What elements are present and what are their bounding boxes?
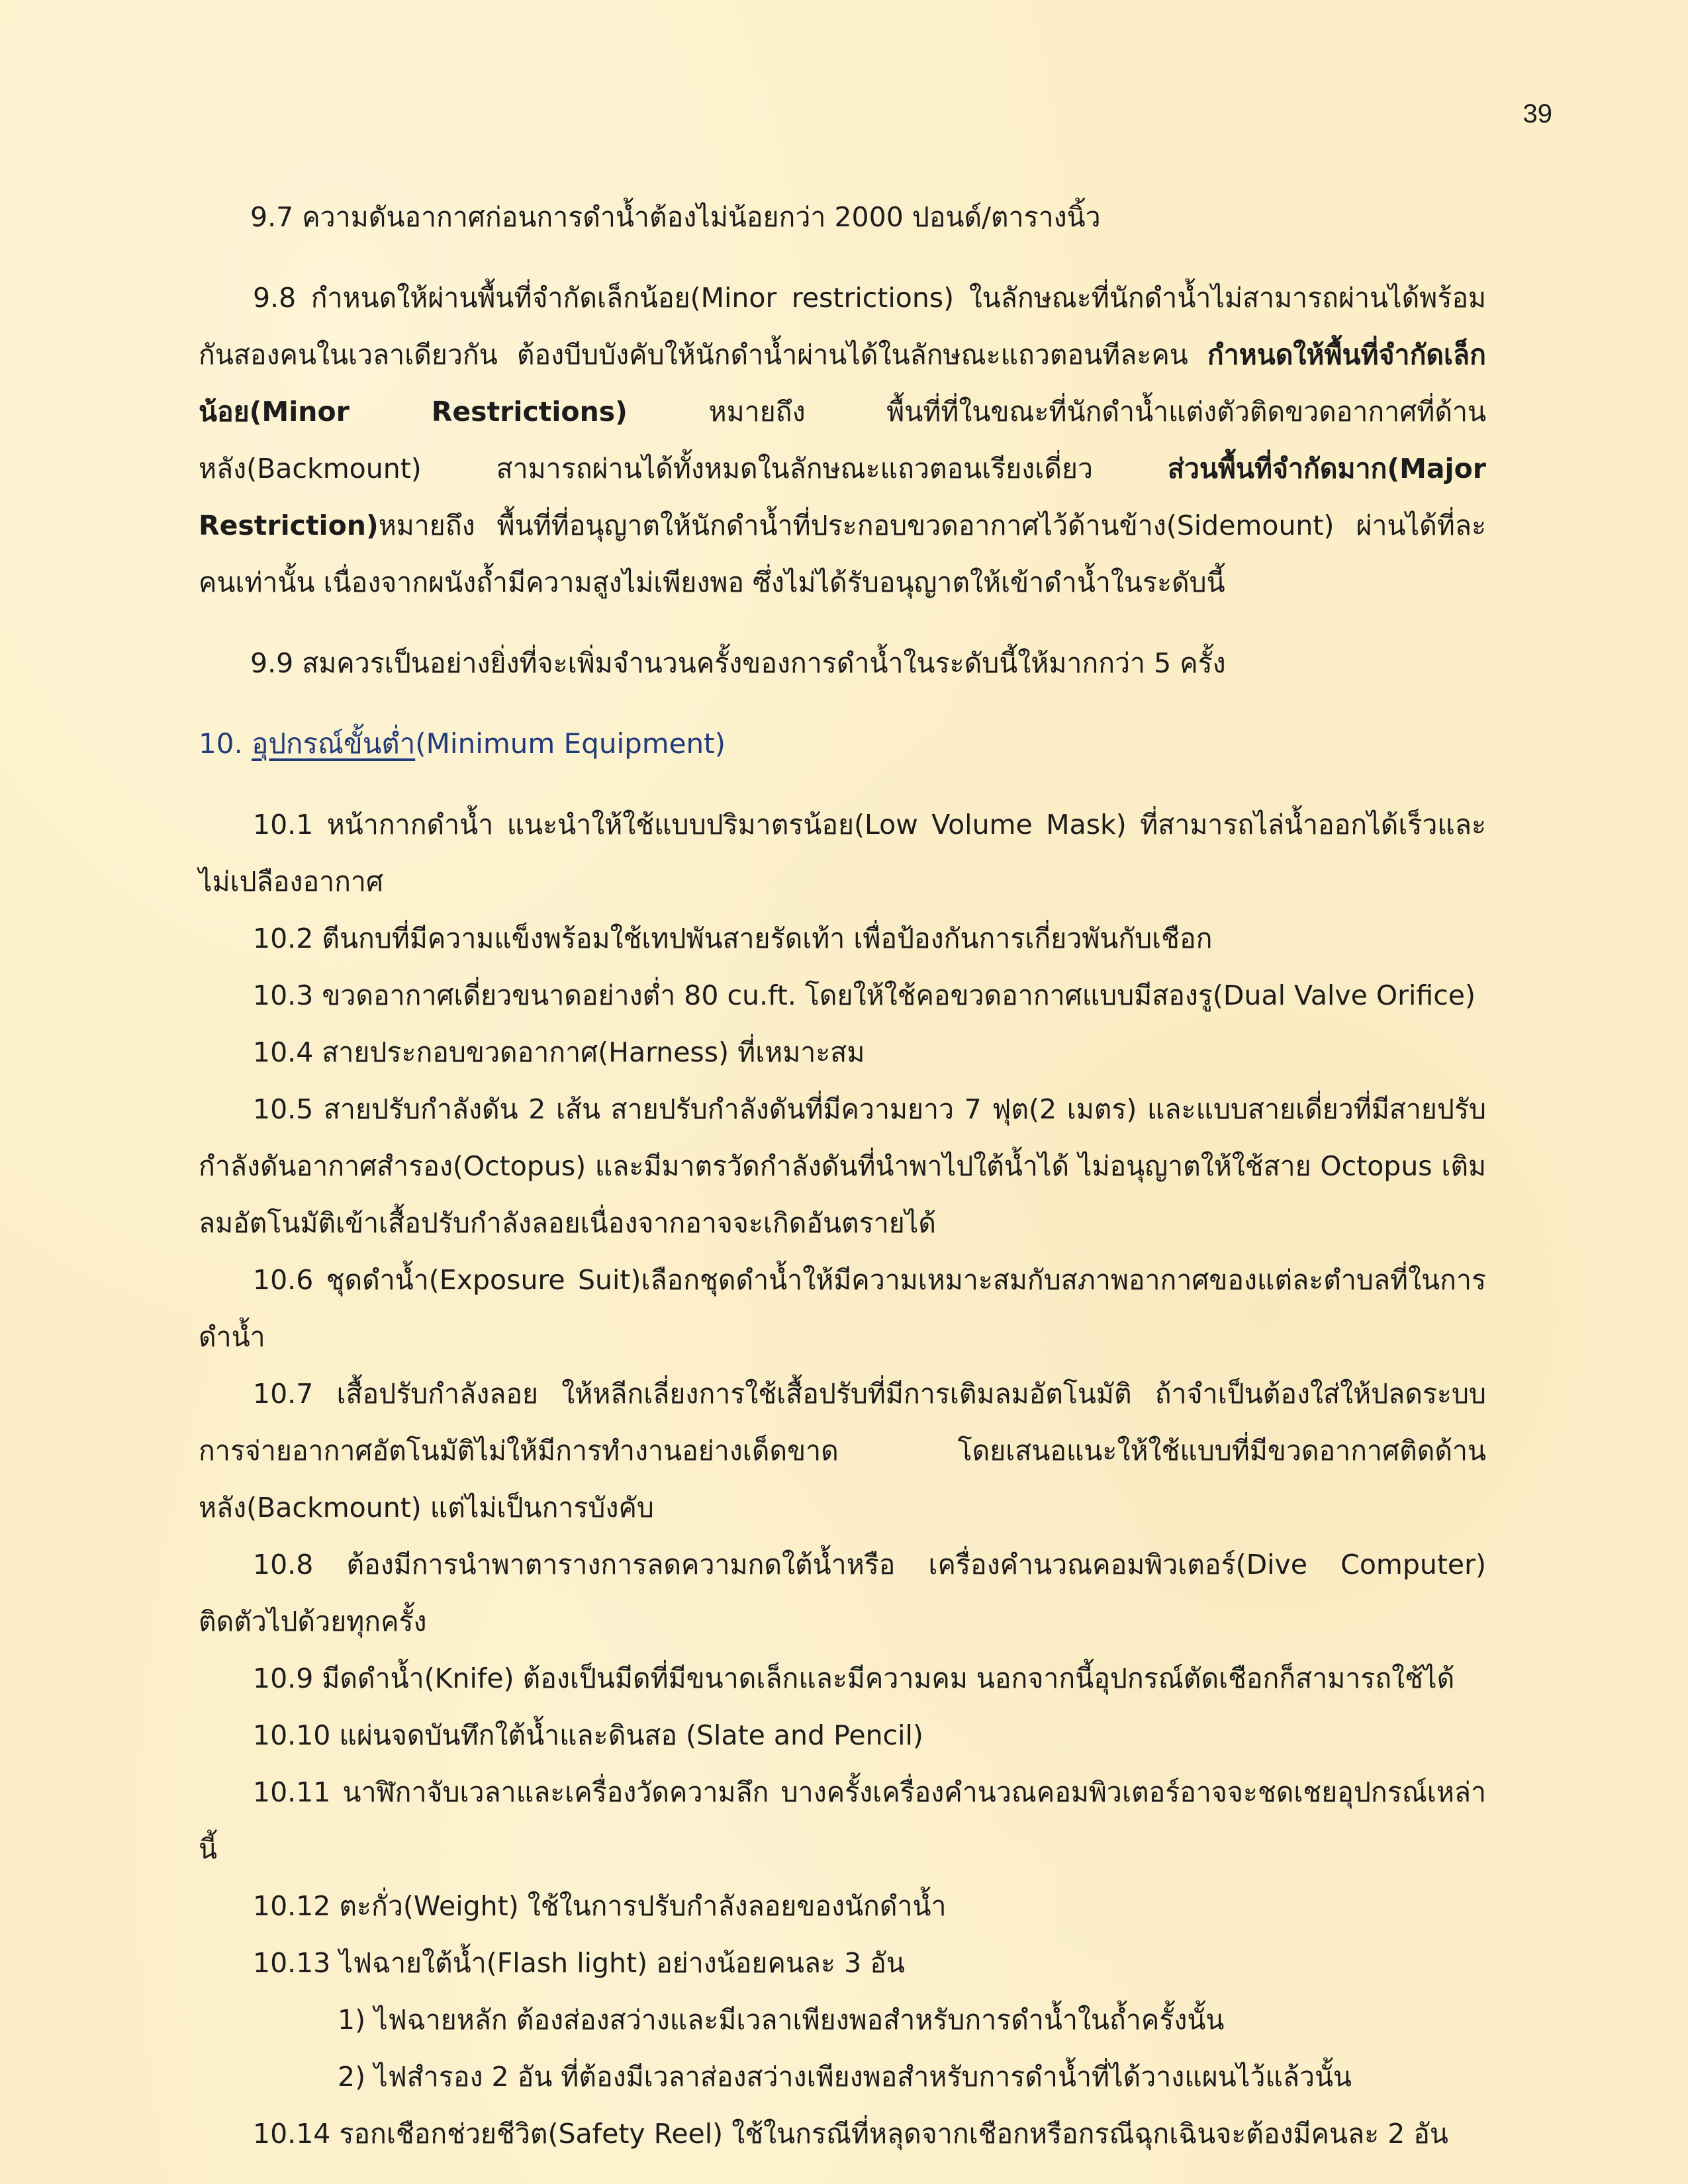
paragraph-9-8-text-1: 9.8 กำหนดให้ผ่านพื้นที่จำกัดเล็กน้อย(Minor restrictions) ในลักษณะที่นักดำน้ำไม่สามารถผ่านได้พร้อมกันสองคนในเวลาเดียวกัน ต้องบีบบังคับให้นักดำน้ำผ่านได้ในลักษณะแถวตอนทีละคน [199,282,1486,371]
item-10-5: 10.5 สายปรับกำลังดัน 2 เส้น สายปรับกำลังดันที่มีความยาว 7 ฟุต(2 เมตร) และแบบสายเดี่ยวที่มีสายปรับกำลังดันอากาศสำรอง(Octopus) และมีมาตรวัดกำลังดันที่นำพาไปใต้น้ำได้ ไม่อนุญาตให้ใช้สาย Octopus เติมลมอัตโนมัติเข้าเสื้อปรับกำลังลอยเนื่องจากอาจจะเกิดอันตรายได้ [199,1093,1486,1239]
item-10-6: 10.6 ชุดดำน้ำ(Exposure Suit)เลือกชุดดำน้ำให้มีความเหมาะสมกับสภาพอากาศของแต่ละตำบลที่ในการดำน้ำ [199,1264,1486,1353]
item-10-8: 10.8 ต้องมีการนำพาตารางการลดความกดใต้น้ำหรือ เครื่องคำนวณคอมพิวเตอร์(Dive Computer) ติดตัวไปด้วยทุกครั้ง [199,1549,1486,1637]
item-10-3: 10.3 ขวดอากาศเดี่ยวขนาดอย่างต่ำ 80 cu.ft. โดยให้ใช้คอขวดอากาศแบบมีสองรู(Dual Valve Orifice) [253,979,1476,1011]
paragraph-9-8-bold-major: ส่วนพื้นที่จำกัดมาก(Major Restriction) [199,453,1486,541]
paragraph-9-7: 9.7 ความดันอากาศก่อนการดำน้ำต้องไม่น้อยกว่า 2000 ปอนด์/ตารางนิ้ว [250,201,1101,233]
item-10-12: 10.12 ตะกั่ว(Weight) ใช้ในการปรับกำลังลอยของนักดำน้ำ [253,1890,947,1922]
page-number: 39 [1523,99,1552,128]
item-10-11: 10.11 นาฬิกาจับเวลาและเครื่องวัดความลึก บางครั้งเครื่องคำนวณคอมพิวเตอร์อาจจะชดเชยอุปกรณ์เหล่านี้ [199,1776,1486,1865]
item-10-2: 10.2 ตีนกบที่มีความแข็งพร้อมใช้เทปพันสายรัดเท้า เพื่อป้องกันการเกี่ยวพันกับเชือก [253,923,1213,954]
item-10-7: 10.7 เสื้อปรับกำลังลอย ให้หลีกเลี่ยงการใช้เสื้อปรับที่มีการเติมลมอัตโนมัติ ถ้าจำเป็นต้องใส่ให้ปลดระบบการจ่ายอากาศอัตโนมัติไม่ให้มีการทำงานอย่างเด็ดขาด โดยเสนอแนะให้ใช้แบบที่มีขวดอากาศติดด้านหลัง(Backmount) แต่ไม่เป็นการบังคับ [199,1378,1486,1524]
item-10-14: 10.14 รอกเชือกช่วยชีวิต(Safety Reel) ใช้ในกรณีที่หลุดจากเชือกหรือกรณีฉุกเฉินจะต้องมีคนละ 2 อัน [253,2118,1448,2150]
section-heading-10-number: 10. [199,727,252,760]
item-10-13-sub-2: 2) ไฟสำรอง 2 อัน ที่ต้องมีเวลาส่องสว่างเพียงพอสำหรับการดำน้ำที่ได้วางแผนไว้แล้วนั้น [338,2061,1352,2093]
paragraph-9-8-text-2: หมายถึง พื้นที่ที่ในขณะที่นักดำน้ำแต่งตัวติดขวดอากาศที่ด้านหลัง(Backmount) สามารถผ่านได้ทั้งหมดในลักษณะแถวตอนเรียงเดี่ยว [199,396,1486,484]
item-10-1: 10.1 หน้ากากดำน้ำ แนะนำให้ใช้แบบปริมาตรน้อย(Low Volume Mask) ที่สามารถไล่น้ำออกได้เร็วและไม่เปลืองอากาศ [199,809,1486,897]
page-body [199,189,1486,2162]
paragraph-9-8 [199,269,1486,611]
item-10-13: 10.13 ไฟฉายใต้น้ำ(Flash light) อย่างน้อยคนละ 3 อัน [253,1947,905,1979]
item-10-9: 10.9 มีดดำน้ำ(Knife) ต้องเป็นมีดที่มีขนาดเล็กและมีความคม นอกจากนี้อุปกรณ์ตัดเชือกก็สามารถใช้ได้ [253,1662,1455,1694]
item-10-13-sub-1: 1) ไฟฉายหลัก ต้องส่องสว่างและมีเวลาเพียงพอสำหรับการดำน้ำในถ้ำครั้งนั้น [338,2004,1225,2036]
section-heading-10-english: (Minimum Equipment) [415,727,726,760]
paragraph-9-8-text-3: หมายถึง พื้นที่ที่อนุญาตให้นักดำน้ำที่ประกอบขวดอากาศไว้ด้านข้าง(Sidemount) ผ่านได้ที่ละคนเท่านั้น เนื่องจากผนังถ้ำมีความสูงไม่เพียงพอ ซึ่งไม่ได้รับอนุญาตให้เข้าดำน้ำในระดับนี้ [199,510,1486,598]
item-10-10: 10.10 แผ่นจดบันทึกใต้น้ำและดินสอ (Slate and Pencil) [253,1719,923,1751]
paragraph-9-8-bold-minor: กำหนดให้พื้นที่จำกัดเล็กน้อย(Minor Restrictions) [199,339,1486,428]
item-10-4: 10.4 สายประกอบขวดอากาศ(Harness) ที่เหมาะสม [253,1036,865,1068]
section-heading-10 [199,715,1486,772]
section-heading-10-thai: อุปกรณ์ขั้นต่ำ [252,727,416,760]
paragraph-9-9: 9.9 สมควรเป็นอย่างยิ่งที่จะเพิ่มจำนวนครั้งของการดำน้ำในระดับนี้ให้มากกว่า 5 ครั้ง [250,647,1226,679]
